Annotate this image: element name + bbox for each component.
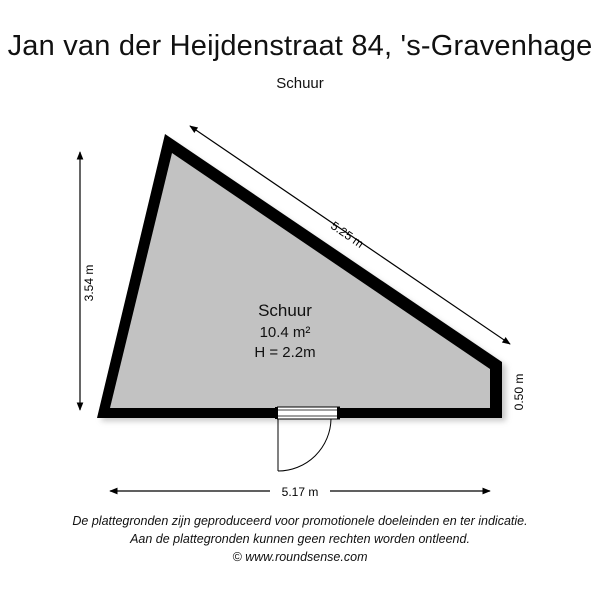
disclaimer	[0, 512, 600, 566]
disclaimer-line-2: Aan de plattegronden kunnen geen rechten worden ontleend.	[130, 532, 470, 546]
dimension-label-left: 3.54 m	[82, 264, 96, 302]
door-swing-arc	[278, 419, 331, 471]
copyright-line: © www.roundsense.com	[232, 550, 368, 564]
door	[275, 407, 340, 471]
dimension-label-diagonal: 5.25 m	[328, 218, 367, 251]
dimension-label-bottom: 5.17 m	[281, 485, 319, 499]
room-name: Schuur	[258, 301, 312, 320]
room-height: H = 2.2m	[254, 344, 316, 361]
page-title: Jan van der Heijdenstraat 84, 's-Gravenhage	[7, 30, 593, 62]
page-subtitle: Schuur	[276, 75, 324, 92]
disclaimer-line-1: De plattegronden zijn geproduceerd voor promotionele doeleinden en ter indicatie.	[72, 514, 528, 528]
room-area: 10.4 m²	[259, 324, 311, 341]
dimension-label-right: 0.50 m	[512, 373, 526, 411]
room-floor	[110, 153, 490, 408]
